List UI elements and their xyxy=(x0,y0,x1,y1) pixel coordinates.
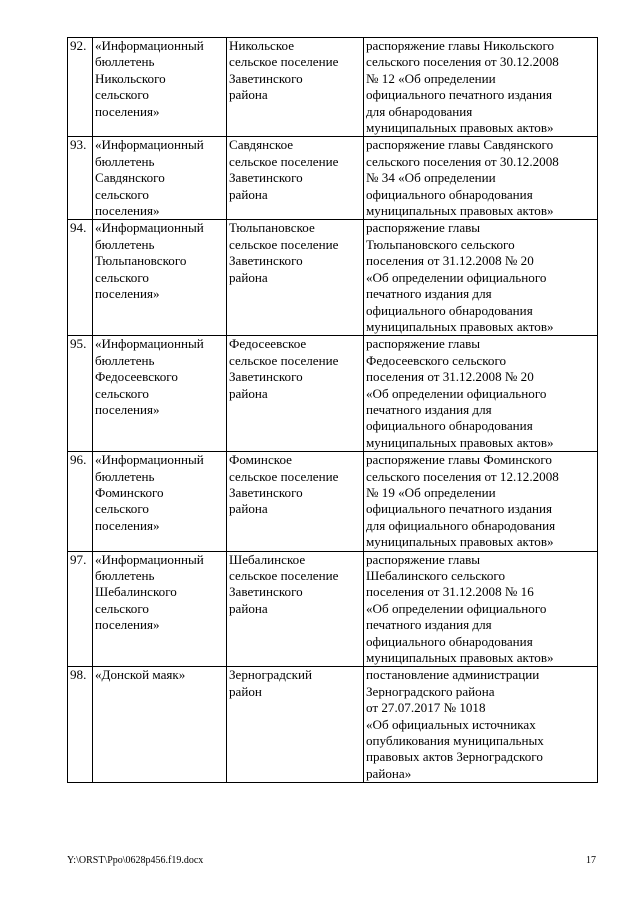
table-row xyxy=(68,137,598,220)
municipality: Фоминское сельское поселение Заветинского района xyxy=(227,452,364,551)
legal-act: распоряжение главы Фоминского сельского поселения от 12.12.2008 № 19 «Об определении официального печатного издания для официального обнародования муниципальных правовых актов» xyxy=(364,452,598,551)
legal-act: распоряжение главы Тюльпановского сельского поселения от 31.12.2008 № 20 «Об определении официального печатного издания для официального обнародования муниципальных правовых актов» xyxy=(364,220,598,336)
legal-act: распоряжение главы Федосеевского сельского поселения от 31.12.2008 № 20 «Об определении официального печатного издания для официального обнародования муниципальных правовых актов» xyxy=(364,336,598,452)
footer-file-path: Y:\ORST\Ppo\0628p456.f19.docx xyxy=(67,855,204,866)
municipality: Федосеевское сельское поселение Заветинского района xyxy=(227,336,364,452)
row-number: 96. xyxy=(68,452,93,551)
legal-act: распоряжение главы Никольского сельского поселения от 30.12.2008 № 12 «Об определении официального печатного издания для обнародования муниципальных правовых актов» xyxy=(364,38,598,137)
municipality: Зерноградский район xyxy=(227,667,364,783)
municipality: Тюльпановское сельское поселение Заветинского района xyxy=(227,220,364,336)
table-row xyxy=(68,38,598,137)
municipality: Савдянское сельское поселение Заветинского района xyxy=(227,137,364,220)
publications-table-body xyxy=(68,38,598,783)
publication-name: «Информационный бюллетень Тюльпановского сельского поселения» xyxy=(93,220,227,336)
publication-name: «Информационный бюллетень Фоминского сельского поселения» xyxy=(93,452,227,551)
publication-name: «Информационный бюллетень Федосеевского сельского поселения» xyxy=(93,336,227,452)
table-row xyxy=(68,667,598,783)
publication-name: «Информационный бюллетень Шебалинского сельского поселения» xyxy=(93,551,227,667)
legal-act: распоряжение главы Савдянского сельского поселения от 30.12.2008 № 34 «Об определении официального обнародования муниципальных правовых актов» xyxy=(364,137,598,220)
row-number: 92. xyxy=(68,38,93,137)
table-row xyxy=(68,452,598,551)
legal-act: постановление администрации Зерноградского района от 27.07.2017 № 1018 «Об официальных источниках опубликования муниципальных правовых актов Зерноградского района» xyxy=(364,667,598,783)
table-row xyxy=(68,336,598,452)
row-number: 97. xyxy=(68,551,93,667)
page-number: 17 xyxy=(586,855,596,866)
municipality: Никольское сельское поселение Заветинского района xyxy=(227,38,364,137)
row-number: 98. xyxy=(68,667,93,783)
row-number: 95. xyxy=(68,336,93,452)
publication-name: «Информационный бюллетень Никольского сельского поселения» xyxy=(93,38,227,137)
row-number: 93. xyxy=(68,137,93,220)
publications-table xyxy=(67,37,598,783)
legal-act: распоряжение главы Шебалинского сельского поселения от 31.12.2008 № 16 «Об определении официального печатного издания для официального обнародования муниципальных правовых актов» xyxy=(364,551,598,667)
publication-name: «Информационный бюллетень Савдянского сельского поселения» xyxy=(93,137,227,220)
municipality: Шебалинское сельское поселение Заветинского района xyxy=(227,551,364,667)
publication-name: «Донской маяк» xyxy=(93,667,227,783)
table-row xyxy=(68,551,598,667)
table-row xyxy=(68,220,598,336)
row-number: 94. xyxy=(68,220,93,336)
